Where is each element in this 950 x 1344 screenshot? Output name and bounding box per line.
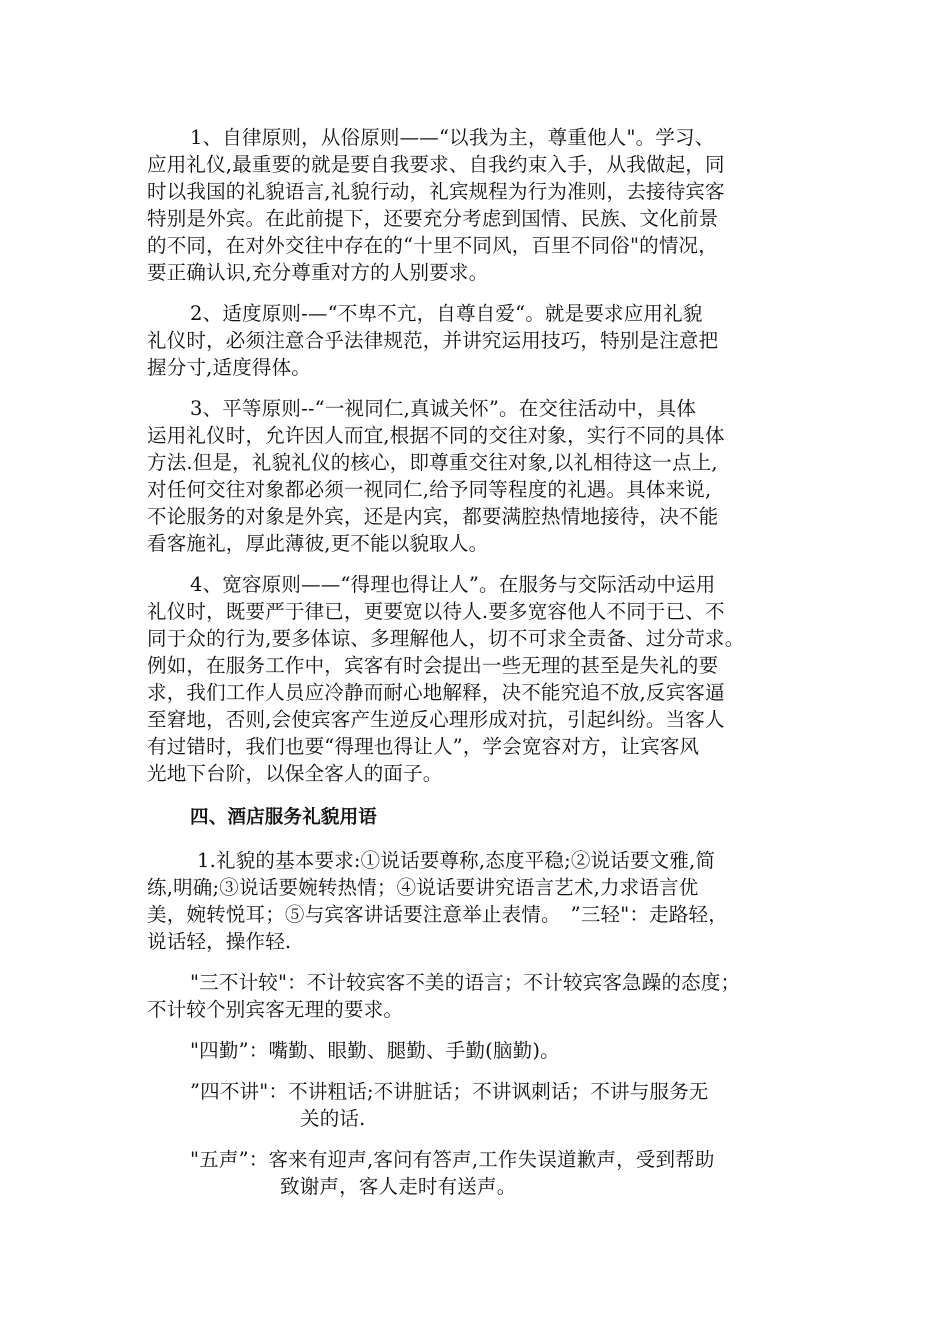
text-line: 礼仪时，必须注意合乎法律规范，并讲究运用技巧，特别是注意把 — [147, 329, 719, 352]
text-line: 握分寸,适度得体。 — [147, 356, 311, 379]
text-line: 的不同，在对外交往中存在的“十里不同风，百里不同俗"的情况， — [147, 234, 718, 257]
text-line: 致谢声，客人走时有送声。 — [280, 1175, 517, 1198]
text-line: 练,明确;③说话要婉转热情；④说话要讲究语言艺术,力求语言优 — [147, 876, 699, 899]
text-line: 1、自律原则，从俗原则——“以我为主，尊重他人"。学习、 — [190, 126, 715, 149]
text-line: 例如，在服务工作中，宾客有时会提出一些无理的甚至是失礼的要 — [147, 654, 719, 677]
text-line: 礼仪时，既要严于律已，更要宽以待人.要多宽容他人不同于已、不 — [147, 600, 725, 623]
text-line: 3、平等原则--“一视同仁,真诚关怀”。在交往活动中，具体 — [190, 397, 697, 420]
text-line: 1.礼貌的基本要求:①说话要尊称,态度平稳;②说话要文雅,简 — [197, 849, 716, 872]
text-line: "三不计较"：不计较宾客不美的语言；不计较宾客急躁的态度； — [190, 971, 741, 994]
text-line: 要正确认识,充分尊重对方的人别要求。 — [147, 261, 489, 284]
text-line: 时以我国的礼貌语言,礼貌行动，礼宾规程为行为准则，去接待宾客 — [147, 180, 725, 203]
text-line: 特别是外宾。在此前提下，还要充分考虑到国情、民族、文化前景 — [147, 207, 719, 230]
text-line: 不计较个别宾客无理的要求。 — [147, 998, 404, 1021]
text-line: 光地下台阶，以保全客人的面子。 — [147, 762, 443, 785]
text-line: 2、适度原则-—“不卑不亢，自尊自爱“。就是要求应用礼貌 — [190, 302, 703, 325]
text-line: 应用礼仪,最重要的就是要自我要求、自我约束入手，从我做起，同 — [147, 153, 725, 176]
paragraph-four-diligences: "四勤”：嘴勤、眼勤、腿勤、手勤(脑勤)。 — [190, 1039, 560, 1062]
text-line: 看客施礼，厚此薄彼,更不能以貌取人。 — [147, 532, 489, 555]
text-line: 方法.但是，礼貌礼仪的核心，即尊重交往对象,以礼相待这一点上, — [147, 451, 718, 474]
text-line: 有过错时，我们也要“得理也得让人”，学会宽容对方，让宾客风 — [147, 735, 700, 758]
text-line: 对任何交往对象都必须一视同仁,给予同等程度的礼遇。具体来说, — [147, 478, 712, 501]
text-line: 运用礼仪时，允许因人而宜,根据不同的交往对象，实行不同的具体 — [147, 424, 725, 447]
text-line: 说话轻，操作轻. — [147, 930, 292, 953]
text-line: 不论服务的对象是外宾，还是内宾，都要满腔热情地接待，决不能 — [147, 505, 719, 528]
section-heading: 四、酒店服务礼貌用语 — [190, 807, 378, 828]
text-line: ”四不讲"：不讲粗话;不讲脏话；不讲讽刺话；不讲与服务无 — [190, 1080, 709, 1103]
text-line: 4、宽容原则——“得理也得让人”。在服务与交际活动中运用 — [190, 573, 716, 596]
text-line: 美，婉转悦耳；⑤与宾客讲话要注意举止表情。 ”三轻"：走路轻， — [147, 903, 728, 926]
text-line: 同于众的行为,要多体谅、多理解他人，切不可求全责备、过分苛求。 — [147, 627, 745, 650]
text-line: 关的话. — [300, 1107, 366, 1130]
text-line: 求，我们工作人员应冷静而耐心地解释，决不能究追不放,反宾客逼 — [147, 681, 725, 704]
text-line: "五声”：客来有迎声,客问有答声,工作失误道歉声，受到帮助 — [190, 1148, 715, 1171]
text-line: 至窘地，否则,会使宾客产生逆反心理形成对抗，引起纠纷。当客人 — [147, 708, 725, 731]
